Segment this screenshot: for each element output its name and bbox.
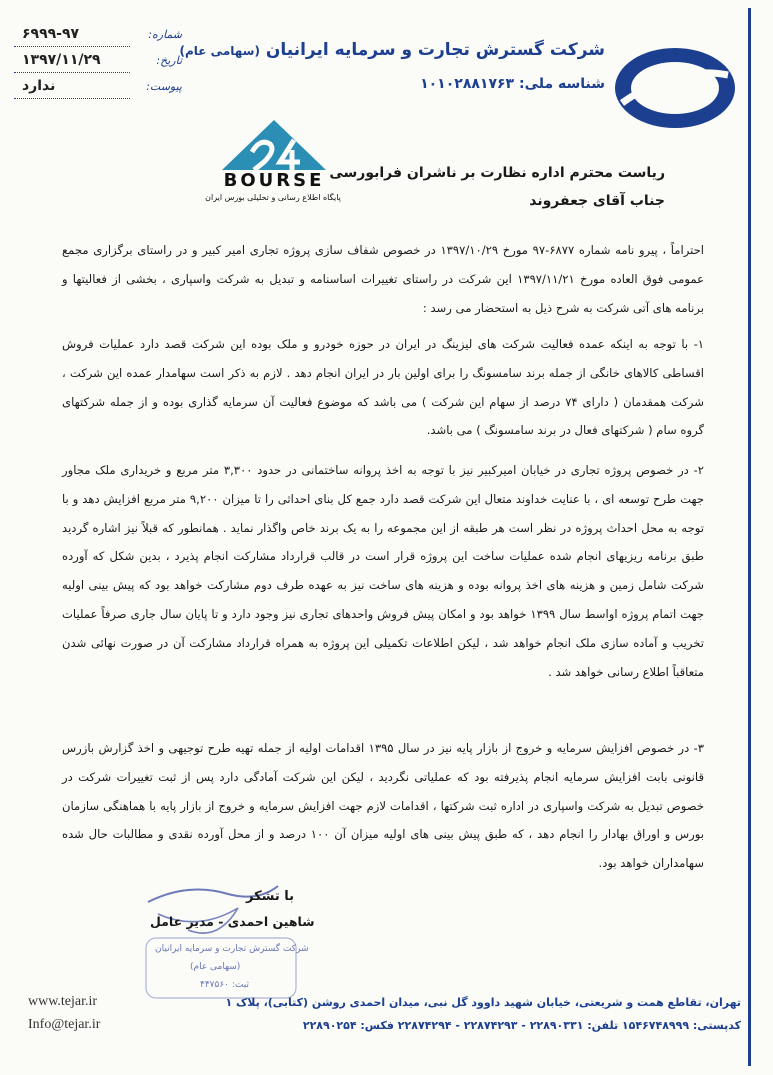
attachment-label: پیوست: <box>146 80 182 93</box>
meta-attachment-row <box>14 78 182 102</box>
item-3-text: ۳- در خصوص افزایش سرمایه و خروج از بازار پایه نیز در سال ۱۳۹۵ اقدامات اولیه از جمله تهیه طرح توجیهی و اخذ گزارش بازرس قانونی بابت افزایش سرمایه انجام پذیرفته بود که عملیاتی نگردید ، لیکن این شرکت آمادگی دارد پس از ثبت تغییرات شرکت در خصوص تبدیل به شرکت واسپاری در اداره ثبت شرکتها ، اقدامات لازم جهت افزایش سرمایه و خروج از بازار پایه با هماهنگی سازمان بورس و اوراق بهادار را انجام دهد ، که طبق پیش بینی های اولیه میزان آن ۱۰۰ درصد و از محل آورده نقدی و مطالبات حال شده سهامداران خواهد بود. <box>62 741 705 871</box>
dotted-line <box>14 46 130 47</box>
intro-paragraph <box>62 236 704 322</box>
national-id-value: ۱۰۱۰۲۸۸۱۷۶۳ <box>420 76 515 92</box>
item-2-paragraph <box>62 456 704 686</box>
page-border-rule <box>748 8 751 1066</box>
national-id-label: شناسه ملی: <box>518 76 605 92</box>
item-1-text: ۱- با توجه به اینکه عمده فعالیت شرکت های لیزینگ در ایران در حوزه خودرو و ملک بوده این شرکت قصد دارد عملیات فروش اقساطی کالاهای خانگی از جمله برند سامسونگ را برای اولین بار در ایران انجام دهد . لازم به ذکر است سهامدار عمده این شرکت ، شرکت همقدمان ( دارای ۷۴ درصد از سهام این شرکت ) می باشد که موضوع فعالیت آن سرمایه گذاری بوده و از جمله شرکتهای گروه سام ( شرکتهای فعال در برند سامسونگ ) می باشد. <box>62 337 704 438</box>
date-label: تاریخ: <box>156 54 182 67</box>
company-type: (سهامی عام) <box>179 44 260 58</box>
bourse-wordmark: BOURSE <box>223 170 325 191</box>
national-id <box>420 76 605 92</box>
stamp-line-3: ثبت: ۴۴۷۵۶۰ <box>200 980 249 990</box>
stamp-line-2: (سهامی عام) <box>190 962 241 972</box>
addressee-name: جناب آقای جعفروند <box>529 193 665 209</box>
footer-website[interactable]: www.tejar.ir <box>28 994 98 1009</box>
number-value: ۶۹۹۹-۹۷ <box>22 26 80 42</box>
stamp-line-1: شرکت گسترش تجارت و سرمایه ایرانیان <box>155 944 309 954</box>
item-3-paragraph <box>62 734 704 878</box>
company-name-text: شرکت گسترش تجارت و سرمایه ایرانیان <box>265 40 605 60</box>
meta-date-row <box>14 52 182 76</box>
meta-number-row <box>14 26 182 50</box>
item-1-paragraph <box>62 330 704 445</box>
attachment-value: ندارد <box>22 78 56 94</box>
signer-name: شاهین احمدی - مدیر عامل <box>150 914 315 929</box>
item-2-text: ۲- در خصوص پروژه تجاری در خیابان امیرکبیر نیز با توجه به اخذ پروانه ساختمانی در حدود ۳,۳۰۰ متر مربع و خریداری ملک مجاور جهت طرح توسعه ای ، با عنایت خداوند متعال این شرکت قصد دارد جمع کل بنای احداثی را تا میزان ۹,۲۰۰ متر مربع افزایش دهد و با توجه به محل احداث پروژه در نظر است هر طبقه از این مجموعه را به یک برند خاص واگذار نماید . همانطور که قبلاً نیز اشاره گردید طبق برنامه ریزیهای انجام شده عملیات ساخت این پروژه قرار است در قالب قرارداد مشارکت انجام پذیرد ، بدین شکل که آورده شرکت شامل زمین و هزینه های اخذ پروانه بوده و هزینه های ساخت نیز به عهده طرف دوم مشارکت خواهد بود که پیش بینی اولیه جهت اتمام پروژه اواسط سال ۱۳۹۹ خواهد بود و امکان پیش فروش واحدهای تجاری نیز وجود دارد و تا پایان سال جاری صرفاً عملیات تخریب و آماده سازی ملک انجام خواهد شد ، لیکن اطلاعات تکمیلی این پروژه به همراه قرارداد مشارکت آن در صورت نهائی شدن متعاقباً اطلاع رسانی خواهد شد . <box>62 463 704 679</box>
number-label: شماره: <box>148 28 182 41</box>
date-value: ۱۳۹۷/۱۱/۲۹ <box>22 52 101 68</box>
closing-thanks: با تشکر <box>246 889 295 904</box>
bourse-tagline: پایگاه اطلاع رسانی و تحلیلی بورس ایران <box>205 193 341 202</box>
company-name <box>180 40 605 60</box>
dotted-line <box>14 72 130 73</box>
footer-email[interactable]: Info@tejar.ir <box>28 1017 101 1032</box>
intro-text: احتراماً ، پیرو نامه شماره ۶۸۷۷-۹۷ مورخ ۱۳۹۷/۱۰/۲۹ در خصوص شفاف سازی پروژه تجاری امیر کبیر و در راستای برگزاری مجمع عمومی فوق العاده مورخ ۱۳۹۷/۱۱/۲۱ این شرکت در راستای تغییرات اساسنامه و تبدیل به شرکت واسپاری ، بخشی از فعالیتها و برنامه های آتی شرکت به شرح ذیل به استحضار می رسد : <box>62 243 704 315</box>
dotted-line <box>14 98 130 99</box>
company-logo-icon <box>612 45 738 131</box>
addressee-title: ریاست محترم اداره نظارت بر ناشران فرابورسی <box>329 165 665 181</box>
footer-postal-phone: کدپستی: ۱۵۴۶۷۴۸۹۹۹ تلفن: ۲۲۸۹۰۳۳۱ - ۲۲۸۷۴۲۹۳ - ۲۲۸۷۴۲۹۴ فکس: ۲۲۸۹۰۲۵۴ <box>302 1019 741 1032</box>
footer-address: تهران، تقاطع همت و شریعتی، خیابان شهید داوود گل نبی، میدان احمدی روشن (کتابی)، پلاک ۱ <box>225 996 741 1009</box>
letter-meta <box>14 18 182 112</box>
